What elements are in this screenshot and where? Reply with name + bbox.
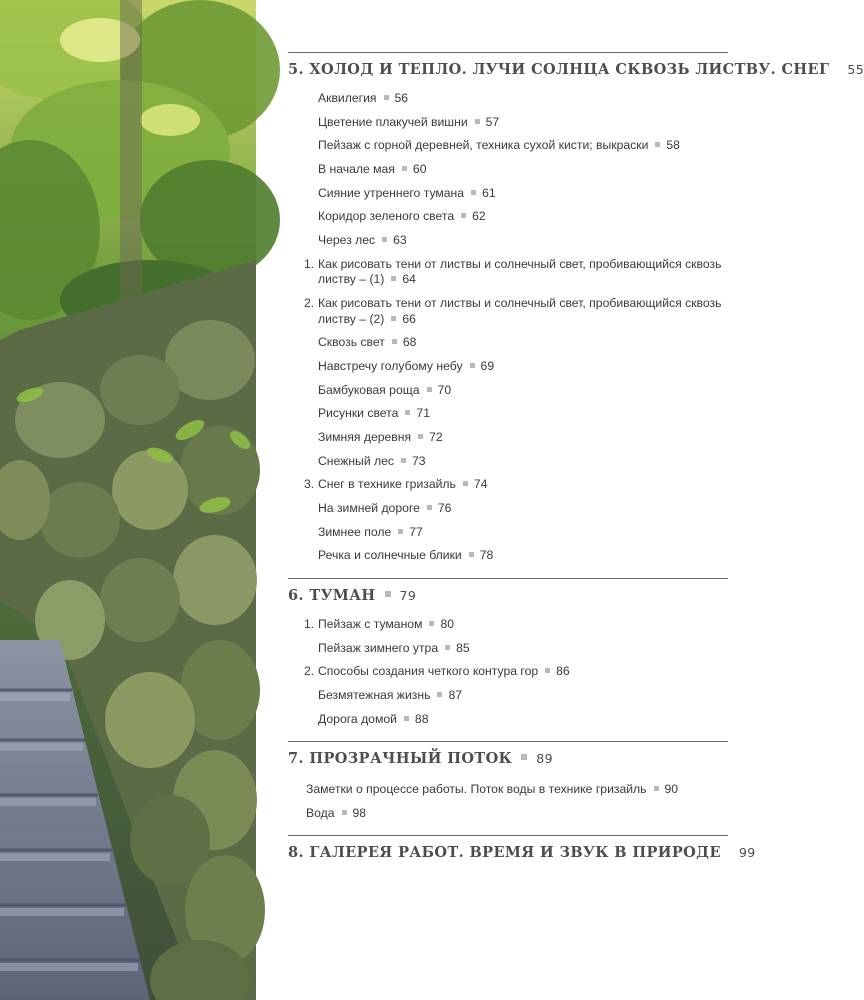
entry-title: Как рисовать тени от листвы и солнечный свет, пробивающийся сквозь листву – (2): [318, 296, 722, 326]
entry-page-number: 85: [456, 640, 470, 655]
entry-title: Пейзаж с туманом: [318, 616, 423, 631]
entry-page-number: 70: [437, 382, 452, 397]
square-bullet-icon: [391, 316, 396, 321]
entry-page-number: 71: [416, 406, 430, 421]
entry-number: 1.: [304, 256, 315, 271]
square-bullet-icon: [427, 387, 432, 392]
entry-page-number: 69: [480, 358, 495, 373]
square-bullet-icon: [342, 810, 347, 815]
square-bullet-icon: [461, 213, 466, 218]
toc-entry[interactable]: [288, 641, 728, 657]
entry-title: Пейзаж зимнего утра: [318, 640, 439, 655]
section-page-number: 99: [738, 845, 756, 861]
entry-title: Вода: [306, 805, 335, 820]
entry-number: 2.: [304, 664, 315, 679]
section-heading[interactable]: [288, 836, 756, 872]
entry-title: Пейзаж с горной деревней, техника сухой кисти; выкраски: [318, 138, 649, 153]
entry-page-number: 90: [664, 782, 679, 797]
square-bullet-icon: [521, 754, 527, 760]
toc-entry[interactable]: [288, 406, 728, 422]
entry-page-number: 58: [666, 138, 680, 153]
section-heading[interactable]: [288, 742, 728, 778]
toc-section-5: [288, 52, 864, 564]
entry-page-number: 77: [409, 524, 423, 539]
section-title: 6. ТУМАН: [288, 586, 376, 604]
toc-entry[interactable]: [288, 806, 728, 822]
entry-page-number: 80: [440, 616, 455, 631]
square-bullet-icon: [654, 786, 659, 791]
square-bullet-icon: [391, 276, 396, 281]
toc-entry[interactable]: [288, 186, 728, 202]
entry-title: Сквозь свет: [318, 335, 385, 350]
toc-entry[interactable]: [288, 335, 728, 351]
square-bullet-icon: [402, 166, 407, 171]
toc-entry[interactable]: [288, 664, 728, 680]
entry-page-number: 76: [437, 501, 452, 515]
section-title: 8. ГАЛЕРЕЯ РАБОТ. ВРЕМЯ И ЗВУК В ПРИРОДЕ: [288, 844, 721, 862]
square-bullet-icon: [469, 552, 474, 557]
toc-section-6: [288, 578, 728, 727]
entry-page-number: 68: [402, 335, 417, 350]
entry-page-number: 56: [394, 91, 409, 105]
entry-page-number: 78: [479, 548, 494, 563]
entry-page-number: 60: [412, 162, 427, 177]
entry-page-number: 64: [402, 272, 416, 287]
square-bullet-icon: [655, 142, 660, 147]
toc-section-7: [288, 741, 728, 821]
toc-entry[interactable]: [288, 383, 728, 399]
entry-title: На зимней дороге: [318, 501, 420, 515]
toc-entry[interactable]: [288, 162, 728, 178]
square-bullet-icon: [404, 716, 409, 721]
square-bullet-icon: [475, 119, 480, 124]
toc-entry[interactable]: [288, 477, 728, 493]
entry-list: [288, 91, 728, 564]
section-title: 7. ПРОЗРАЧНЫЙ ПОТОК: [288, 750, 513, 768]
entry-title: Безмятежная жизнь: [318, 687, 431, 702]
entry-title: Способы создания четкого контура гор: [318, 664, 539, 679]
entry-page-number: 86: [556, 664, 570, 679]
section-title: 5. ХОЛОД И ТЕПЛО. ЛУЧИ СОЛНЦА СКВОЗЬ ЛИСТВУ. СНЕГ: [288, 61, 830, 78]
entry-list: [288, 617, 728, 727]
square-bullet-icon: [382, 237, 387, 242]
toc-entry[interactable]: [288, 454, 728, 470]
entry-title: Дорога домой: [318, 711, 397, 726]
entry-title: Снег в технике гризайль: [318, 477, 456, 492]
toc-entry[interactable]: [288, 359, 728, 375]
section-page-number: 55: [847, 62, 864, 77]
entry-title: Заметки о процессе работы. Поток воды в технике гризайль: [306, 782, 647, 797]
entry-title: Рисунки света: [318, 406, 399, 421]
toc-entry[interactable]: [288, 782, 728, 798]
square-bullet-icon: [384, 95, 389, 100]
toc-entry[interactable]: [288, 257, 728, 288]
section-heading[interactable]: [288, 579, 728, 615]
entry-title: Снежный лес: [318, 453, 394, 468]
toc-entry[interactable]: [288, 430, 728, 446]
square-bullet-icon: [392, 339, 397, 344]
toc-entry[interactable]: [288, 688, 728, 704]
entry-page-number: 63: [393, 233, 407, 248]
square-bullet-icon: [545, 668, 550, 673]
entry-title: В начале мая: [318, 162, 395, 177]
entry-page-number: 66: [402, 311, 416, 326]
square-bullet-icon: [463, 481, 468, 486]
toc-entry[interactable]: [288, 91, 728, 107]
toc-entry[interactable]: [288, 115, 728, 131]
table-of-contents: [288, 52, 864, 872]
toc-entry[interactable]: [288, 548, 728, 564]
toc-entry[interactable]: [288, 501, 728, 517]
square-bullet-icon: [471, 190, 476, 195]
entry-title: Речка и солнечные блики: [318, 548, 462, 563]
entry-title: Аквилегия: [318, 91, 377, 105]
entry-number: 1.: [304, 616, 315, 631]
entry-number: 2.: [304, 296, 315, 310]
toc-entry[interactable]: [288, 712, 728, 728]
square-bullet-icon: [427, 505, 432, 510]
toc-entry[interactable]: [288, 233, 728, 249]
section-page-number: 79: [399, 587, 417, 603]
square-bullet-icon: [429, 621, 434, 626]
toc-entry[interactable]: [288, 617, 728, 633]
entry-page-number: 72: [429, 429, 443, 444]
entry-title: Зимняя деревня: [318, 429, 412, 444]
toc-entry[interactable]: [288, 138, 728, 154]
entry-title: Через лес: [318, 233, 376, 248]
section-page-number: 89: [536, 751, 553, 767]
entry-title: Зимнее поле: [318, 524, 392, 539]
entry-title: Как рисовать тени от листвы и солнечный свет, пробивающийся сквозь листву – (1): [318, 256, 722, 287]
entry-title: Навстречу голубому небу: [318, 358, 463, 373]
entry-page-number: 62: [472, 209, 486, 224]
entry-list: [288, 782, 728, 821]
toc-section-8: [288, 835, 756, 872]
entry-title: Коридор зеленого света: [318, 209, 455, 224]
entry-page-number: 74: [473, 477, 488, 492]
square-bullet-icon: [437, 692, 442, 697]
entry-page-number: 73: [412, 453, 426, 468]
entry-title: Цветение плакучей вишни: [318, 114, 468, 129]
entry-number: 3.: [304, 477, 315, 492]
entry-page-number: 88: [414, 711, 429, 726]
entry-page-number: 61: [482, 185, 496, 200]
square-bullet-icon: [418, 434, 423, 439]
entry-title: Бамбуковая роща: [318, 382, 420, 397]
square-bullet-icon: [398, 529, 403, 534]
square-bullet-icon: [445, 645, 450, 650]
watercolor-illustration: [0, 0, 256, 1000]
entry-page-number: 87: [448, 687, 462, 702]
toc-entry[interactable]: [288, 296, 728, 327]
square-bullet-icon: [405, 410, 410, 415]
square-bullet-icon: [470, 363, 475, 368]
toc-entry[interactable]: [288, 525, 728, 541]
square-bullet-icon: [401, 458, 406, 463]
section-heading[interactable]: [288, 53, 864, 89]
toc-entry[interactable]: [288, 209, 728, 225]
entry-page-number: 57: [485, 114, 500, 129]
square-bullet-icon: [385, 591, 391, 597]
entry-title: Сияние утреннего тумана: [318, 185, 465, 200]
entry-page-number: 98: [352, 805, 367, 820]
